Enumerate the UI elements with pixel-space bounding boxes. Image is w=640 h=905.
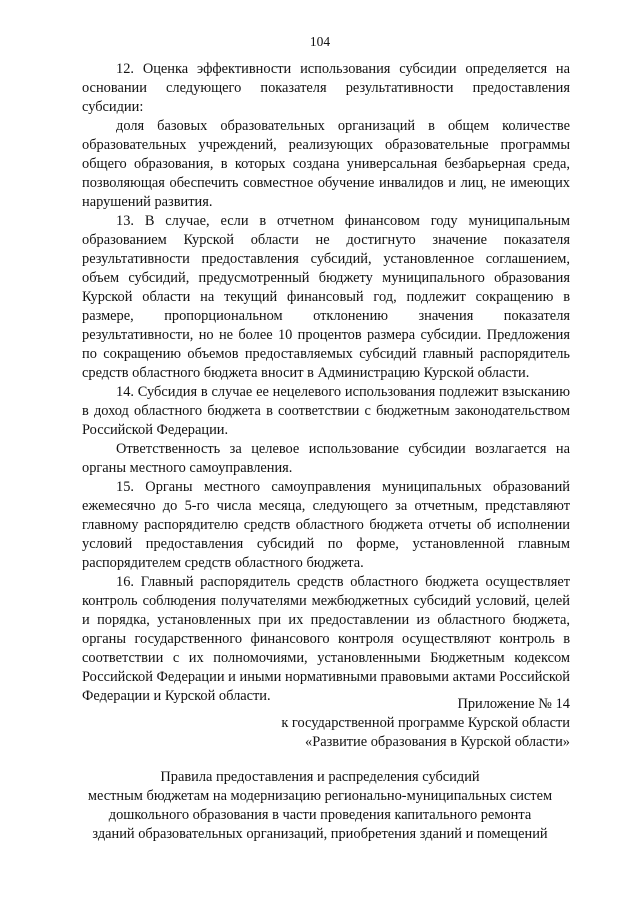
appendix-number: Приложение № 14 bbox=[457, 696, 570, 712]
rules-title-line-4: зданий образовательных организаций, приобретения зданий и помещений bbox=[92, 826, 548, 842]
body-text bbox=[82, 60, 570, 706]
paragraph-12: 12. Оценка эффективности использования субсидии определяется на основании следующего показателя результативности предоставления субсидии: bbox=[82, 61, 570, 115]
paragraph-16: 16. Главный распорядитель средств областного бюджета осуществляет контроль соблюдения получателями межбюджетных субсидий условий, целей и порядка, установленных при их предоставлении из областного бюджета, органы государственного финансового контроля осуществляют контроль в соответствии с их полномочиями, установленными Бюджетным кодексом Российской Федерации и иными нормативными правовыми актами Российской Федерации и Курской области. bbox=[82, 574, 570, 704]
page-number: 104 bbox=[309, 34, 331, 49]
paragraph-13: 13. В случае, если в отчетном финансовом году муниципальным образованием Курской области не достигнуто значение показателя результативности предоставления субсидий, установленное соглашением, объем субсидий, предусмотренный бюджету муниципального образования Курской области на текущий финансовый год, подлежит сокращению в размере, пропорциональном отклонению значения показателя результативности, но не более 10 процентов размера субсидии. Предложения по сокращению объемов предоставляемых субсидий главный распорядитель средств областного бюджета вносит в Администрацию Курской области. bbox=[82, 213, 570, 381]
rules-title-line-2: местным бюджетам на модернизацию регионально-муниципальных систем bbox=[87, 788, 553, 804]
paragraph-responsibility: Ответственность за целевое использование субсидии возлагается на органы местного самоуправления. bbox=[82, 441, 570, 476]
paragraph-14: 14. Субсидия в случае ее нецелевого использования подлежит взысканию в доход областного бюджета в соответствии с бюджетным законодательством Российской Федерации. bbox=[82, 384, 570, 438]
rules-title-line-1: Правила предоставления и распределения субсидий bbox=[160, 769, 480, 785]
rules-title bbox=[70, 768, 570, 844]
appendix-program-name: «Развитие образования в Курской области» bbox=[305, 734, 570, 750]
rules-title-line-3: дошкольного образования в части проведения капитального ремонта bbox=[108, 807, 532, 823]
paragraph-indicator: доля базовых образовательных организаций в общем количестве образовательных учреждений, реализующих образовательные программы общего образования, в которых создана универсальная безбарьерная среда, позволяющая обеспечить совместное обучение инвалидов и лиц, не имеющих нарушений развития. bbox=[82, 118, 570, 210]
paragraph-15: 15. Органы местного самоуправления муниципальных образований ежемесячно до 5-го числа месяца, следующего за отчетным, представляют главному распорядителю средств областного бюджета отчеты об исполнении условий предоставления субсидий по форме, установленной главным распорядителем средств областного бюджета. bbox=[82, 479, 570, 571]
appendix-header bbox=[200, 695, 570, 752]
appendix-program: к государственной программе Курской области bbox=[281, 715, 570, 731]
